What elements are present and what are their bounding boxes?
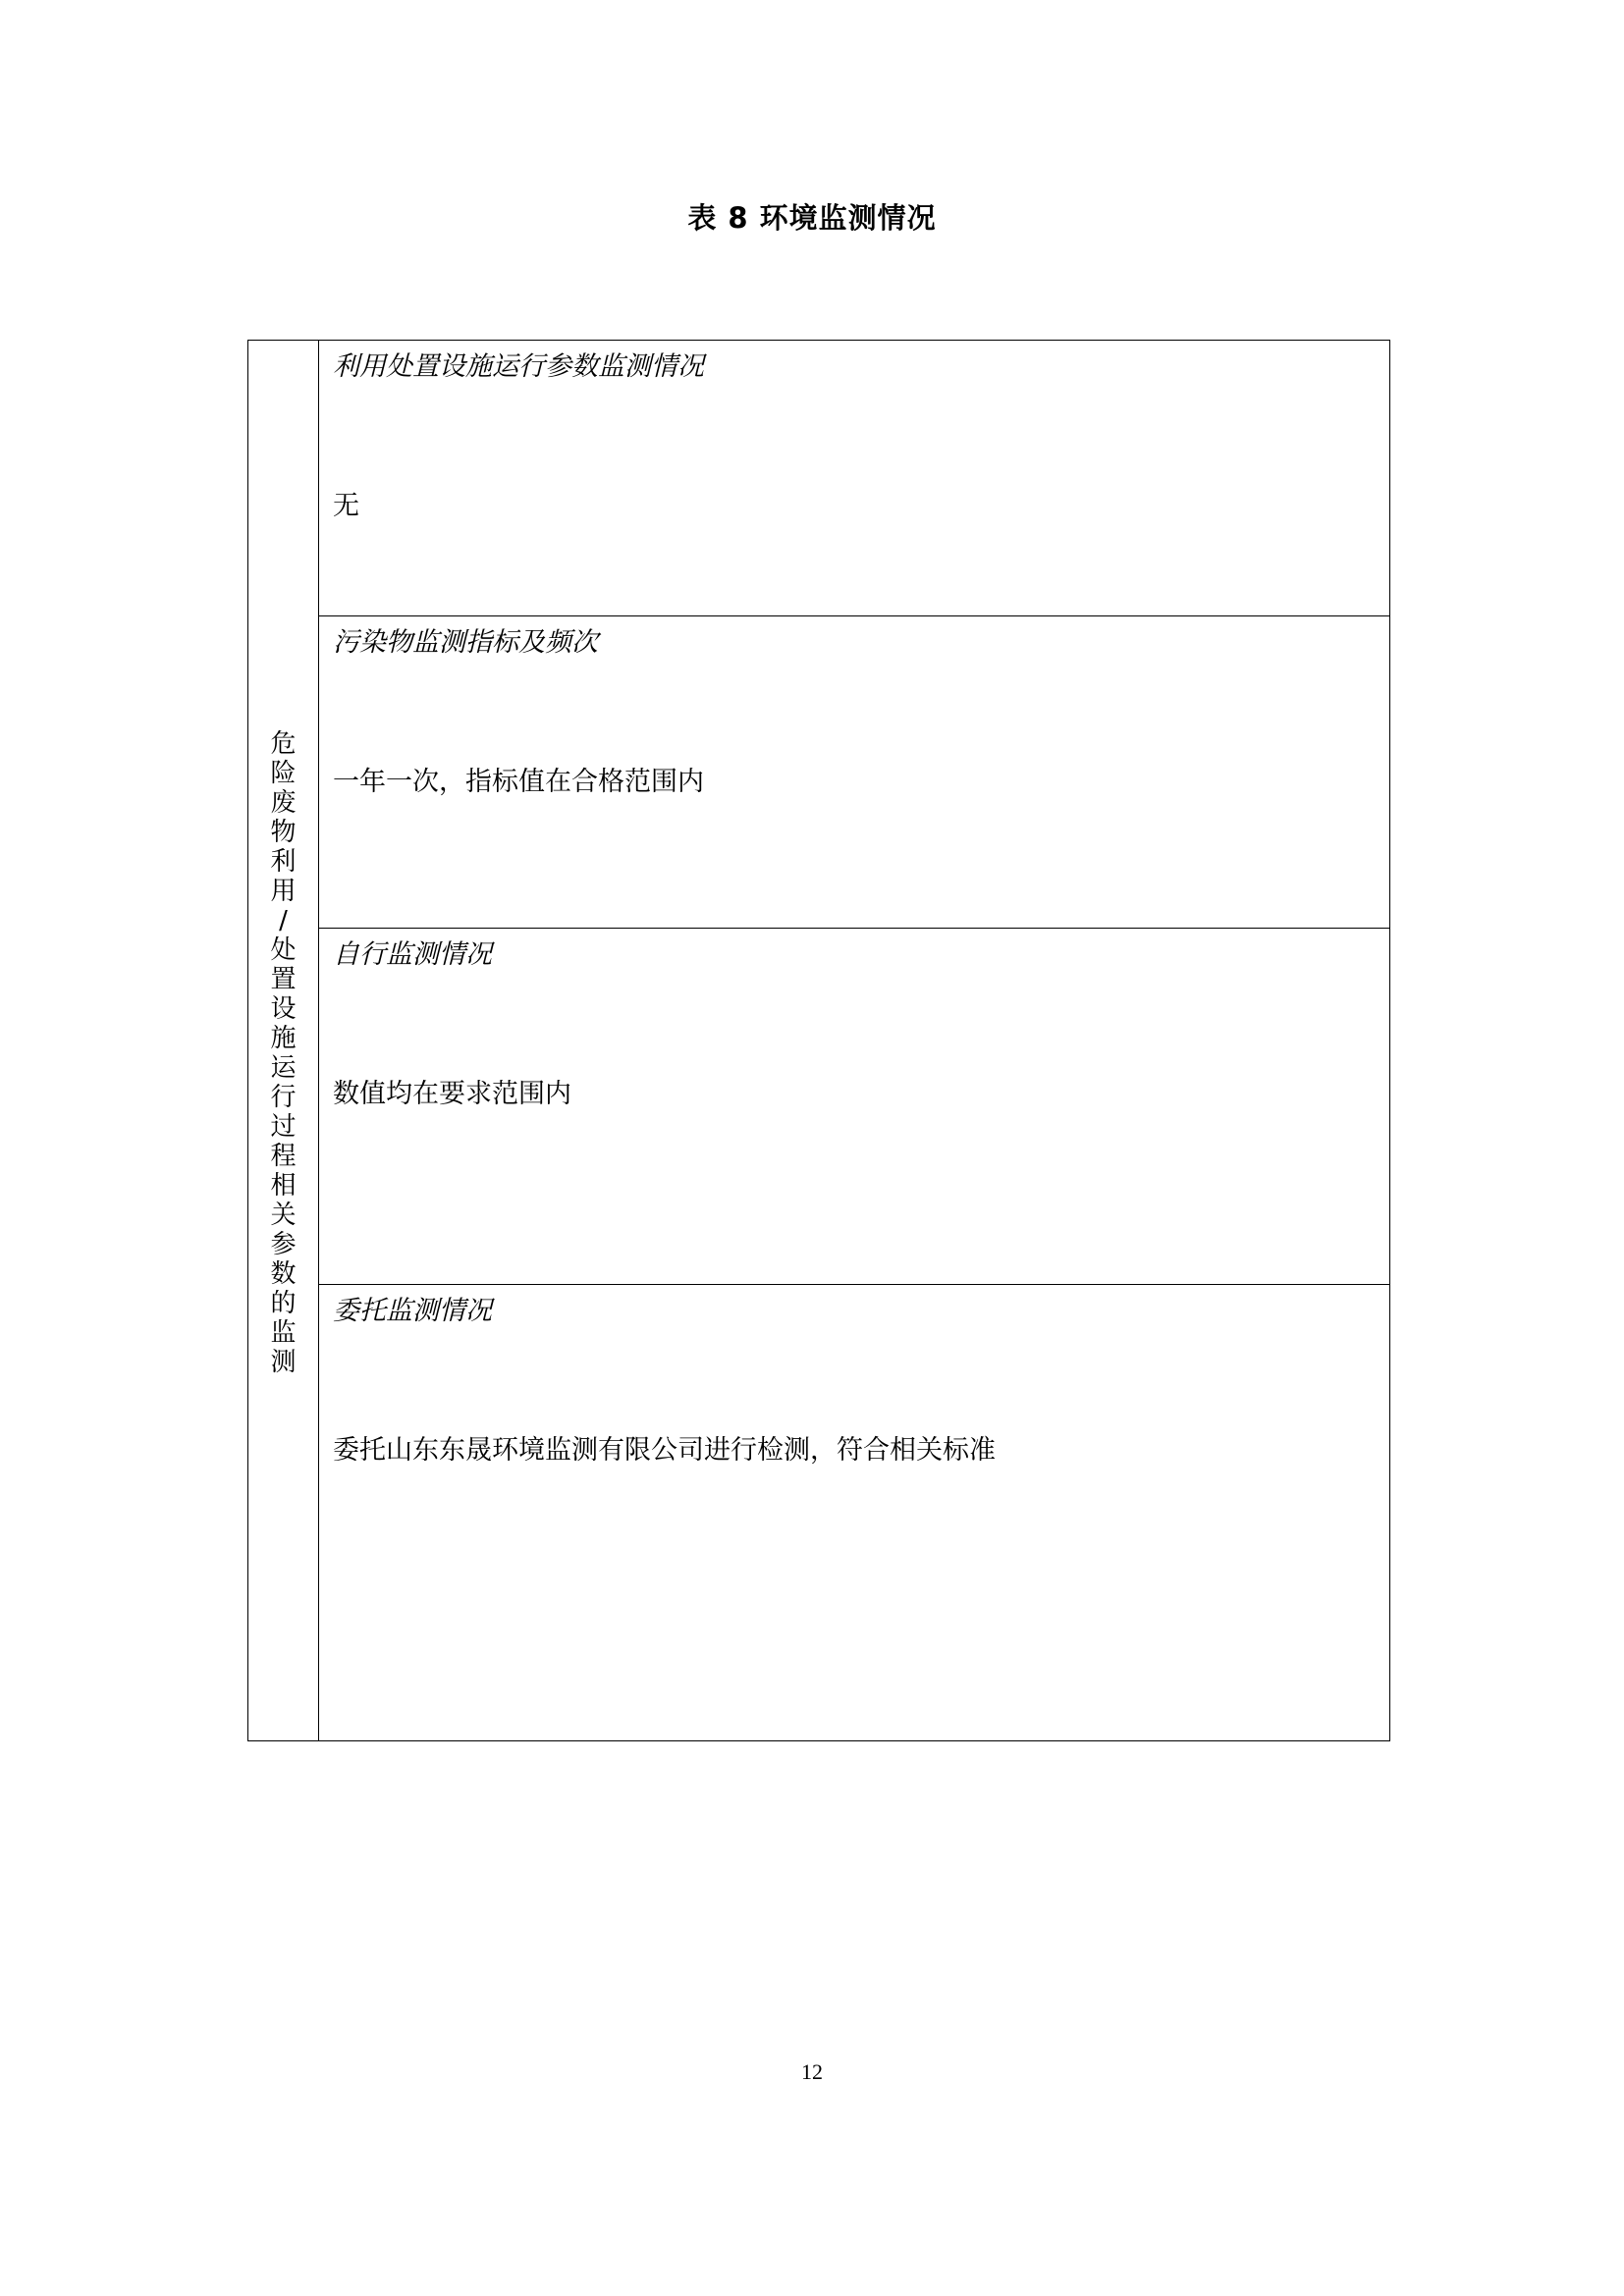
side-label [248, 729, 318, 1377]
side-label-char: 关 [270, 1201, 297, 1230]
side-label-char: 设 [270, 994, 297, 1024]
side-label-char: 测 [270, 1348, 297, 1377]
side-label-char: / [279, 906, 288, 935]
side-label-char: 参 [270, 1230, 297, 1259]
row-heading: 自行监测情况 [333, 939, 492, 970]
side-label-char: 用 [270, 877, 297, 906]
side-label-char: 数 [270, 1259, 297, 1289]
side-label-char: 利 [270, 847, 297, 877]
page-number: 12 [801, 2059, 823, 2084]
row-pollutant-indicators [319, 616, 1389, 929]
row-heading: 利用处置设施运行参数监测情况 [333, 351, 704, 382]
row-content: 无 [333, 491, 359, 521]
row-self-monitoring [319, 929, 1389, 1285]
side-label-char: 过 [270, 1112, 297, 1142]
side-label-char: 运 [270, 1053, 297, 1083]
side-label-char: 的 [270, 1289, 297, 1318]
row-content: 委托山东东晟环境监测有限公司进行检测，符合相关标准 [333, 1435, 996, 1466]
side-label-char: 置 [270, 965, 297, 994]
side-label-char: 废 [270, 788, 297, 818]
side-label-char: 物 [270, 818, 297, 847]
side-label-char: 监 [270, 1318, 297, 1348]
row-content: 数值均在要求范围内 [333, 1079, 571, 1109]
row-commissioned-monitoring [319, 1285, 1389, 1740]
side-label-char: 处 [270, 935, 297, 965]
side-label-char: 行 [270, 1083, 297, 1112]
side-label-char: 程 [270, 1142, 297, 1171]
side-label-char: 险 [270, 759, 297, 788]
side-label-cell [248, 341, 319, 1740]
side-label-char: 施 [270, 1024, 297, 1053]
row-heading: 委托监测情况 [333, 1296, 492, 1326]
side-label-char: 相 [270, 1171, 297, 1201]
row-heading: 污染物监测指标及频次 [333, 627, 598, 658]
row-facility-parameters [319, 341, 1389, 616]
side-label-char: 危 [270, 729, 297, 759]
row-content: 一年一次，指标值在合格范围内 [333, 767, 704, 797]
table-title: 表 8 环境监测情况 [687, 201, 937, 235]
monitoring-table [247, 340, 1390, 1741]
